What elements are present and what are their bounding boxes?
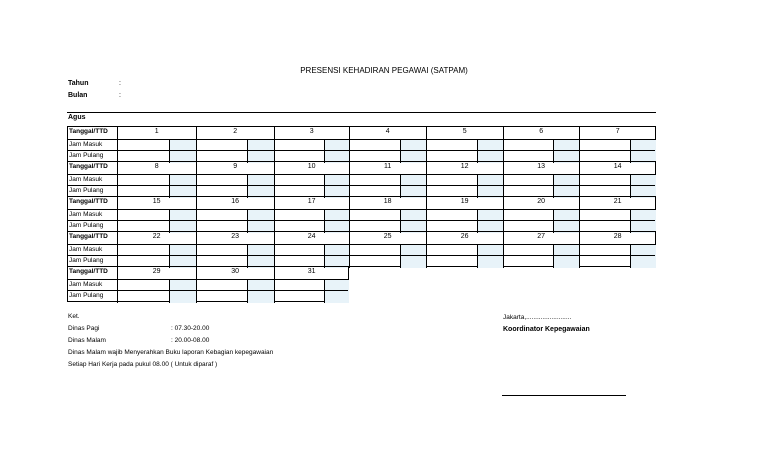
- day-cell: [274, 267, 349, 279]
- row-label: Jam Pulang: [69, 152, 104, 160]
- row-label: Jam Pulang: [69, 292, 104, 300]
- row-label: Jam Pulang: [69, 257, 104, 265]
- day-number: 22: [152, 233, 161, 240]
- row-label: Tanggal/TTD: [69, 233, 108, 240]
- time-entry-cell[interactable]: [196, 291, 247, 302]
- month-colon: :: [119, 92, 121, 99]
- day-cell: [196, 267, 274, 279]
- day-cell: [274, 197, 349, 209]
- shift-morning-label: Dinas Pagi: [68, 325, 100, 332]
- day-cell: [196, 162, 274, 174]
- day-cell: [426, 232, 503, 244]
- shift-night-time: : 20.00-08.00: [171, 337, 210, 344]
- year-label: Tahun: [68, 80, 89, 87]
- day-number: 25: [383, 233, 392, 240]
- time-entry-cell[interactable]: [117, 291, 169, 302]
- day-number: 20: [537, 198, 546, 205]
- week-block: [67, 196, 656, 232]
- day-cell: [503, 162, 579, 174]
- day-cell: [196, 127, 274, 139]
- notes-heading: Ket.: [68, 313, 80, 320]
- signature-role: Koordinator Kepegawaian: [503, 326, 590, 333]
- day-cell: [117, 267, 196, 279]
- day-cell: [579, 232, 656, 244]
- day-number: 2: [233, 128, 238, 135]
- row-label: Tanggal/TTD: [69, 198, 108, 205]
- row-label: Jam Masuk: [69, 280, 103, 288]
- signature-cell[interactable]: [400, 256, 426, 267]
- day-cell: [349, 232, 426, 244]
- signature-cell[interactable]: [477, 256, 503, 267]
- header-divider: [67, 112, 656, 113]
- day-number: 19: [460, 198, 469, 205]
- signature-cell[interactable]: [630, 256, 656, 267]
- day-cell: [274, 162, 349, 174]
- day-number: 24: [307, 233, 316, 240]
- day-number: 31: [307, 268, 316, 275]
- day-number: 21: [613, 198, 622, 205]
- day-cell: [579, 162, 656, 174]
- day-number: 10: [307, 163, 316, 170]
- day-number: 7: [615, 128, 620, 135]
- day-cell: [579, 197, 656, 209]
- day-cell: [117, 232, 196, 244]
- signature-cell[interactable]: [169, 291, 196, 302]
- day-cell: [117, 197, 196, 209]
- day-cell: [196, 232, 274, 244]
- signature-cell[interactable]: [324, 291, 349, 302]
- year-colon: :: [119, 80, 121, 87]
- day-number: 17: [307, 198, 316, 205]
- day-number: 4: [385, 128, 390, 135]
- day-number: 15: [152, 198, 161, 205]
- note-line-1: Dinas Malam wajib Menyerahkan Buku laporan Kebagian kepegawaian: [68, 349, 274, 356]
- time-entry-cell[interactable]: [579, 256, 630, 267]
- day-number: 6: [539, 128, 544, 135]
- day-number: 11: [384, 163, 392, 170]
- day-cell: [349, 197, 426, 209]
- week-block: [67, 126, 656, 162]
- row-label: Tanggal/TTD: [69, 163, 108, 170]
- day-cell: [349, 162, 426, 174]
- day-number: 18: [383, 198, 392, 205]
- day-number: 12: [460, 163, 469, 170]
- date-row: [68, 162, 655, 174]
- day-number: 3: [309, 128, 314, 135]
- shift-night-label: Dinas Malam: [68, 337, 106, 344]
- day-number: 1: [154, 128, 159, 135]
- week-block: [67, 266, 349, 302]
- day-number: 29: [152, 268, 161, 275]
- page-title: PRESENSI KEHADIRAN PEGAWAI (SATPAM): [300, 66, 468, 75]
- day-cell: [426, 162, 503, 174]
- row-label: Jam Pulang: [69, 222, 104, 230]
- date-row: [68, 232, 655, 244]
- time-entry-cell[interactable]: [503, 256, 553, 267]
- day-number: 23: [231, 233, 240, 240]
- day-number: 13: [537, 163, 546, 170]
- date-row: [68, 127, 655, 139]
- row-label: Jam Masuk: [69, 210, 103, 218]
- month-label: Bulan: [68, 92, 88, 99]
- signature-cell[interactable]: [553, 256, 579, 267]
- time-entry-cell[interactable]: [274, 291, 324, 302]
- day-cell: [503, 197, 579, 209]
- row-label: Tanggal/TTD: [69, 268, 108, 275]
- date-row: [68, 267, 348, 279]
- signature-cell[interactable]: [247, 291, 274, 302]
- week-block: [67, 161, 656, 197]
- note-line-2: Setiap Hari Kerja pada pukul 08.00 ( Untuk diparaf ): [68, 361, 218, 368]
- clock-out-row: [68, 290, 348, 302]
- day-number: 5: [462, 128, 467, 135]
- signature-line: [502, 395, 626, 396]
- row-label: Jam Masuk: [69, 245, 103, 253]
- day-number: 28: [613, 233, 622, 240]
- day-number: 27: [537, 233, 546, 240]
- day-number: 30: [231, 268, 240, 275]
- date-row: [68, 197, 655, 209]
- row-label: Jam Masuk: [69, 140, 103, 148]
- day-number: 8: [154, 163, 159, 170]
- day-cell: [503, 232, 579, 244]
- day-cell: [274, 127, 349, 139]
- month-name: Agus: [68, 114, 86, 121]
- day-cell: [117, 127, 196, 139]
- day-cell: [426, 197, 503, 209]
- week-block: [67, 231, 656, 267]
- day-number: 16: [231, 198, 240, 205]
- day-cell: [579, 127, 656, 139]
- row-label: Tanggal/TTD: [69, 128, 108, 135]
- day-cell: [196, 197, 274, 209]
- day-cell: [117, 162, 196, 174]
- day-cell: [349, 127, 426, 139]
- day-cell: [274, 232, 349, 244]
- time-entry-cell[interactable]: [426, 256, 477, 267]
- signature-place-date: Jakarta,.........................: [503, 314, 572, 321]
- day-cell: [503, 127, 579, 139]
- time-entry-cell[interactable]: [349, 256, 400, 267]
- day-number: 26: [460, 233, 469, 240]
- row-label: Jam Masuk: [69, 175, 103, 183]
- day-cell: [426, 127, 503, 139]
- shift-morning-time: : 07.30-20.00: [171, 325, 210, 332]
- day-number: 9: [233, 163, 238, 170]
- day-number: 14: [613, 163, 622, 170]
- row-label: Jam Pulang: [69, 187, 104, 195]
